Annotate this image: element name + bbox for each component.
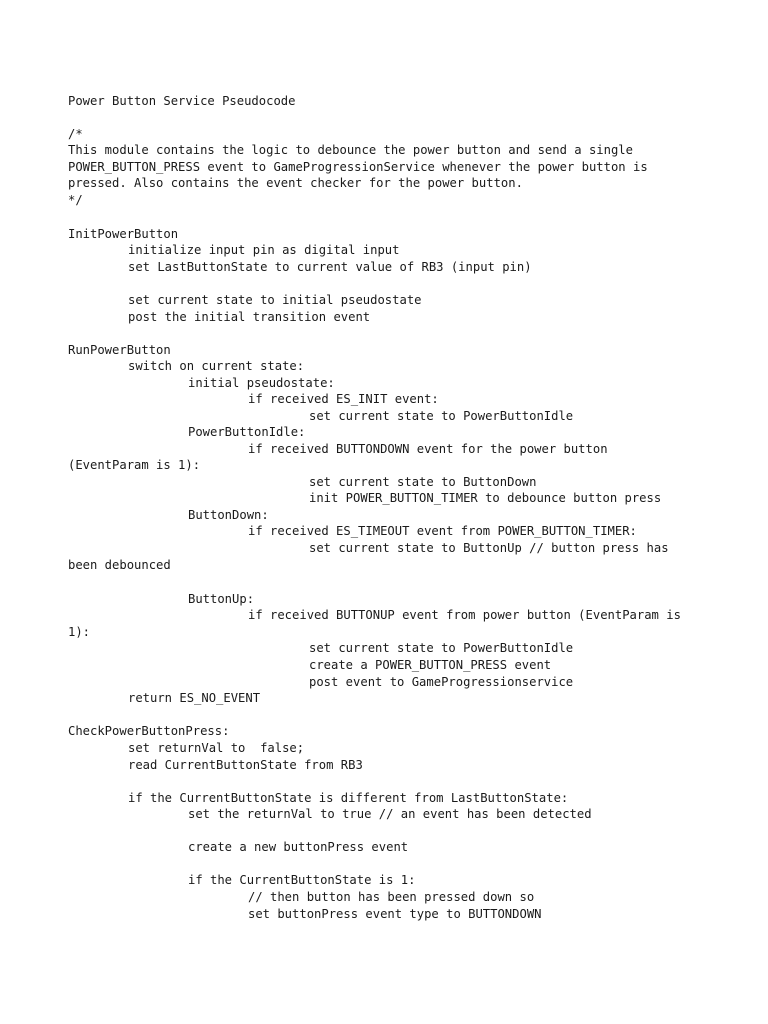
buttonup-action-2: create a POWER_BUTTON_PRESS event bbox=[309, 658, 552, 672]
run-return: return ES_NO_EVENT bbox=[128, 691, 261, 705]
buttonup-action-1: set current state to PowerButtonIdle bbox=[309, 641, 574, 655]
buttondown-condition: if received ES_TIMEOUT event from POWER_BUTTON_TIMER: bbox=[248, 524, 637, 538]
init-function-name: InitPowerButton bbox=[68, 227, 179, 241]
state-buttondown: ButtonDown: bbox=[188, 508, 269, 522]
comment-line-2: POWER_BUTTON_PRESS event to GameProgressionService whenever the power button is bbox=[68, 160, 648, 174]
idle-condition: if received BUTTONDOWN event for the power button bbox=[248, 442, 608, 456]
check-create-event: create a new buttonPress event bbox=[188, 840, 409, 854]
comment-close: */ bbox=[68, 193, 83, 207]
buttonup-action-3: post event to GameProgressionservice bbox=[309, 675, 574, 689]
check-function-name: CheckPowerButtonPress: bbox=[68, 724, 230, 738]
check-if-different: if the CurrentButtonState is different from LastButtonState: bbox=[128, 791, 569, 805]
check-line-2: read CurrentButtonState from RB3 bbox=[128, 758, 363, 772]
document-title: Power Button Service Pseudocode bbox=[68, 94, 296, 108]
comment-line-3: pressed. Also contains the event checker for the power button. bbox=[68, 176, 523, 190]
idle-condition-wrap: (EventParam is 1): bbox=[68, 458, 201, 472]
check-line-1: set returnVal to false; bbox=[128, 741, 305, 755]
initial-condition: if received ES_INIT event: bbox=[248, 392, 439, 406]
buttondown-action-wrap: been debounced bbox=[68, 558, 171, 572]
initial-action: set current state to PowerButtonIdle bbox=[309, 409, 574, 423]
init-line-1: initialize input pin as digital input bbox=[128, 243, 400, 257]
comment-open: /* bbox=[68, 127, 83, 141]
init-line-3: set current state to initial pseudostate bbox=[128, 293, 422, 307]
state-initial: initial pseudostate: bbox=[188, 376, 335, 390]
idle-action-1: set current state to ButtonDown bbox=[309, 475, 537, 489]
idle-action-2: init POWER_BUTTON_TIMER to debounce button press bbox=[309, 491, 662, 505]
buttondown-action: set current state to ButtonUp // button press has bbox=[309, 541, 669, 555]
check-set-true: set the returnVal to true // an event has been detected bbox=[188, 807, 592, 821]
comment-line-1: This module contains the logic to debounce the power button and send a single bbox=[68, 143, 633, 157]
state-idle: PowerButtonIdle: bbox=[188, 425, 306, 439]
state-buttonup: ButtonUp: bbox=[188, 592, 255, 606]
init-line-4: post the initial transition event bbox=[128, 310, 371, 324]
buttonup-condition: if received BUTTONUP event from power button (EventParam is bbox=[248, 608, 681, 622]
buttonup-condition-wrap: 1): bbox=[68, 625, 91, 639]
run-switch: switch on current state: bbox=[128, 359, 305, 373]
check-if-pressed: if the CurrentButtonState is 1: bbox=[188, 873, 416, 887]
check-comment-pressed: // then button has been pressed down so bbox=[248, 890, 535, 904]
run-function-name: RunPowerButton bbox=[68, 343, 171, 357]
init-line-2: set LastButtonState to current value of RB3 (input pin) bbox=[128, 260, 532, 274]
check-set-buttondown: set buttonPress event type to BUTTONDOWN bbox=[248, 907, 542, 921]
